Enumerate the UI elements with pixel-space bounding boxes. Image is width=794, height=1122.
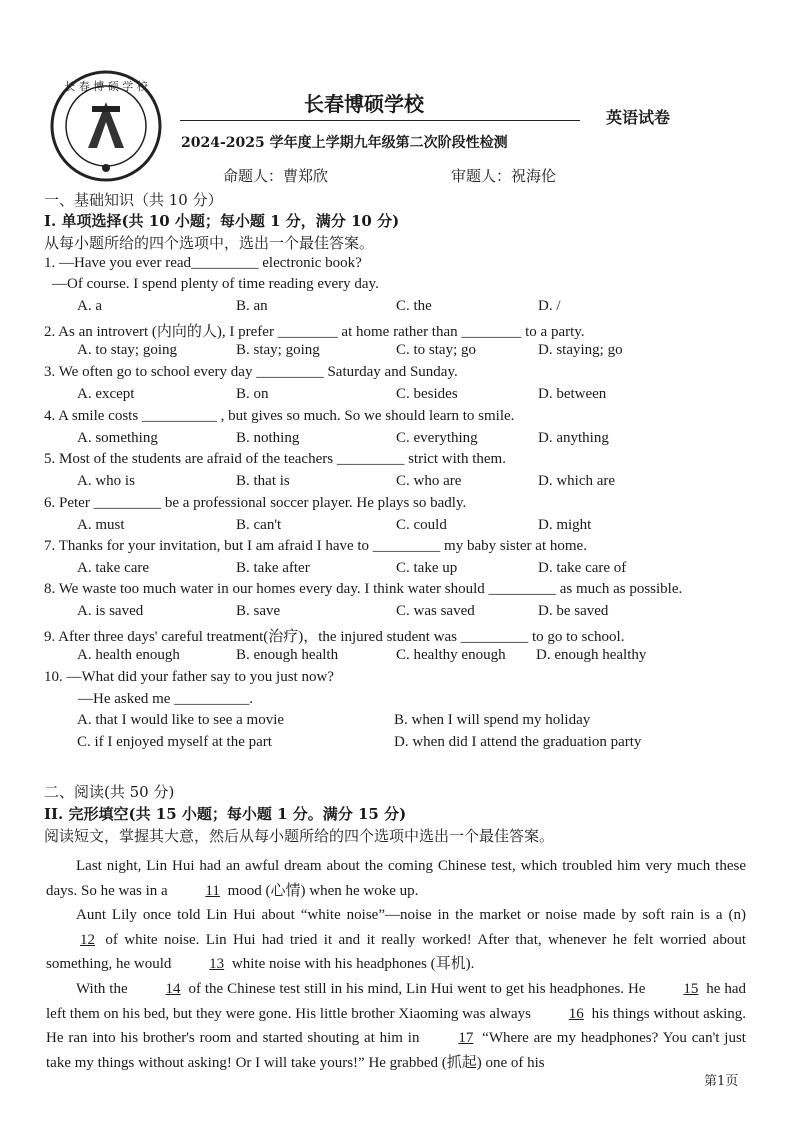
option-c[interactable]: C. to stay; go xyxy=(396,342,477,358)
page-number: 第1页 xyxy=(704,1074,739,1089)
option-d[interactable]: D. between xyxy=(538,386,607,402)
option-a[interactable]: A. health enough xyxy=(77,647,180,663)
option-a[interactable]: A. something xyxy=(77,430,158,446)
question-1-stem xyxy=(44,255,764,277)
question-text: 5. Most of the students are afraid of the teachers _________ strict with them. xyxy=(44,451,506,467)
question-6-stem xyxy=(44,495,764,517)
reviewer-name: 审题人：祝海伦 xyxy=(451,167,557,185)
blank-13[interactable]: 13 xyxy=(209,956,225,973)
question-text: —He asked me __________. xyxy=(78,691,253,707)
section2-part-title: II. 完形填空(共 15 小题；每小题 1 分。满分 15 分) xyxy=(44,805,407,823)
question-text: 2. As an introvert (内向的人), I prefer ________ at home rather than ________ to a party. xyxy=(44,324,585,340)
option-d[interactable]: D. take care of xyxy=(538,560,627,576)
option-c[interactable]: C. could xyxy=(396,517,447,533)
option-c[interactable]: C. if I enjoyed myself at the part xyxy=(77,734,272,750)
question-9-stem xyxy=(44,625,764,647)
option-d[interactable]: D. be saved xyxy=(538,603,609,619)
blank-12[interactable]: 12 xyxy=(80,931,95,948)
option-a[interactable]: A. that I would like to see a movie xyxy=(77,712,285,728)
question-10-options-ab xyxy=(44,712,764,734)
option-b[interactable]: B. save xyxy=(236,603,281,619)
question-text: 4. A smile costs __________ , but gives so much. So we should learn to smile. xyxy=(44,408,515,424)
question-8-stem xyxy=(44,581,764,603)
passage-paragraph-1: Last night, Lin Hui had an awful dream about the coming Chinese test, which troubled him very much these days. So he was in a 11 mood (心情) when he woke up. xyxy=(46,854,746,903)
subject-label: 英语试卷 xyxy=(606,108,671,127)
blank-15[interactable]: 15 xyxy=(683,980,699,997)
passage-paragraph-3: With the 14 of the Chinese test still in his mind, Lin Hui went to get his headphones. He 15 he had left them on his bed, but they were gone. His little brother Xiaoming was always 16 his things without asking. He ran into his brother's room and started shouting at him in 17 “Where are my headphones? You can't just take my things without asking! Or I will take yours!” He grabbed (抓起) one of his xyxy=(46,977,746,1075)
question-3-options xyxy=(44,386,764,408)
option-c[interactable]: C. everything xyxy=(396,430,478,446)
cloze-passage xyxy=(46,854,746,1075)
blank-17[interactable]: 17 xyxy=(458,1030,474,1047)
option-b[interactable]: B. on xyxy=(236,386,269,402)
question-4-options xyxy=(44,430,764,452)
question-2-stem xyxy=(44,320,764,342)
option-d[interactable]: D. when did I attend the graduation party xyxy=(394,734,642,750)
section1-part-title: I. 单项选择(共 10 小题；每小题 1 分，满分 10 分) xyxy=(44,212,400,230)
section2-title: 二、阅读(共 50 分) xyxy=(44,783,175,801)
option-b[interactable]: B. nothing xyxy=(236,430,300,446)
option-b[interactable]: B. that is xyxy=(236,473,290,489)
option-d[interactable]: D. / xyxy=(538,298,561,314)
option-b[interactable]: B. enough health xyxy=(236,647,339,663)
setter-name: 命题人：曹郑欣 xyxy=(223,167,329,185)
option-c[interactable]: C. healthy enough xyxy=(396,647,506,663)
svg-text:长 春 博 硕 学 校: 长 春 博 硕 学 校 xyxy=(64,80,148,93)
school-seal-logo xyxy=(48,68,164,184)
header-rule xyxy=(180,120,580,121)
option-a[interactable]: A. who is xyxy=(77,473,135,489)
option-b[interactable]: B. an xyxy=(236,298,268,314)
option-d[interactable]: D. which are xyxy=(538,473,616,489)
question-10-stem2 xyxy=(78,691,794,713)
question-10-options-cd xyxy=(44,734,764,756)
question-text: 9. After three days' careful treatment(治疗)，the injured student was _________ to go to school. xyxy=(44,629,625,645)
blank-16[interactable]: 16 xyxy=(568,1005,584,1022)
question-4-stem xyxy=(44,408,764,430)
option-d[interactable]: D. might xyxy=(538,517,592,533)
option-c[interactable]: C. take up xyxy=(396,560,458,576)
question-text: 6. Peter _________ be a professional soccer player. He plays so badly. xyxy=(44,495,467,511)
option-a[interactable]: A. is saved xyxy=(77,603,144,619)
exam-title: 2024-2025 学年度上学期九年级第二次阶段性检测 xyxy=(181,135,508,151)
section2-instruction: 阅读短文，掌握其大意，然后从每小题所给的四个选项中选出一个最佳答案。 xyxy=(44,827,555,845)
option-c[interactable]: C. the xyxy=(396,298,432,314)
blank-14[interactable]: 14 xyxy=(165,980,181,997)
passage-paragraph-2: Aunt Lily once told Lin Hui about “white noise”—noise in the market or noise made by soft rain is a (n) 12 of white noise. Lin Hui had tried it and it really worked! After that, whenever he felt worried about something, he would 13 white noise with his headphones (耳机). xyxy=(46,903,746,977)
question-9-options xyxy=(44,647,764,669)
option-a[interactable]: A. take care xyxy=(77,560,150,576)
option-b[interactable]: B. take after xyxy=(236,560,310,576)
question-5-options xyxy=(44,473,764,495)
question-1-stem2 xyxy=(52,276,772,298)
question-text: 8. We waste too much water in our homes every day. I think water should _________ as much as possible. xyxy=(44,581,683,597)
question-text: 10. —What did your father say to you just now? xyxy=(44,669,334,685)
question-2-options xyxy=(44,342,764,364)
option-d[interactable]: D. enough healthy xyxy=(536,647,647,663)
option-a[interactable]: A. to stay; going xyxy=(77,342,177,358)
question-8-options xyxy=(44,603,764,625)
question-7-options xyxy=(44,560,764,582)
question-10-stem xyxy=(44,669,764,691)
section1-title: 一、基础知识（共 10 分） xyxy=(44,191,223,209)
school-name: 长春博硕学校 xyxy=(304,92,424,116)
question-6-options xyxy=(44,517,764,539)
question-3-stem xyxy=(44,364,764,386)
option-b[interactable]: B. can't xyxy=(236,517,282,533)
option-d[interactable]: D. anything xyxy=(538,430,609,446)
question-text: 7. Thanks for your invitation, but I am afraid I have to _________ my baby sister at home. xyxy=(44,538,587,554)
section1-instruction: 从每小题所给的四个选项中，选出一个最佳答案。 xyxy=(44,234,375,252)
question-text: 3. We often go to school every day _________ Saturday and Sunday. xyxy=(44,364,458,380)
option-d[interactable]: D. staying; go xyxy=(538,342,623,358)
option-a[interactable]: A. except xyxy=(77,386,135,402)
question-1-options xyxy=(44,298,764,320)
option-b[interactable]: B. when I will spend my holiday xyxy=(394,712,591,728)
option-b[interactable]: B. stay; going xyxy=(236,342,320,358)
question-text: —Of course. I spend plenty of time reading every day. xyxy=(52,276,379,292)
option-a[interactable]: A. must xyxy=(77,517,125,533)
option-c[interactable]: C. was saved xyxy=(396,603,475,619)
question-text: 1. —Have you ever read_________ electronic book? xyxy=(44,255,362,271)
question-5-stem xyxy=(44,451,764,473)
option-a[interactable]: A. a xyxy=(77,298,102,314)
option-c[interactable]: C. who are xyxy=(396,473,462,489)
question-7-stem xyxy=(44,538,764,560)
blank-11[interactable]: 11 xyxy=(205,882,220,899)
option-c[interactable]: C. besides xyxy=(396,386,458,402)
